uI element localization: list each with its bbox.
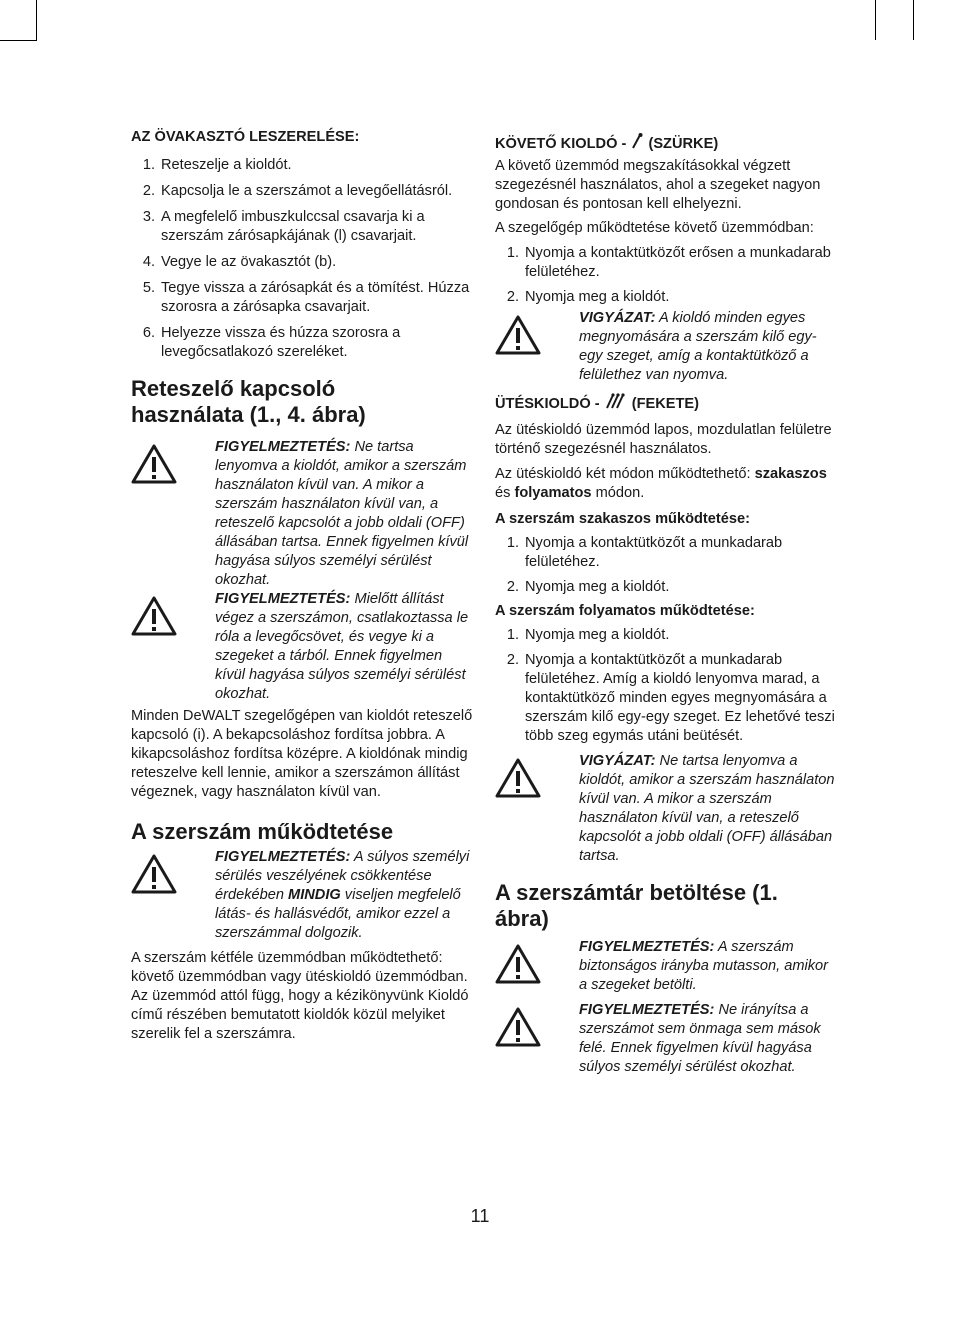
title-text: (FEKETE): [627, 396, 700, 412]
text: Az ütéskioldó két módon működtethető:: [495, 466, 755, 482]
list-number: 4.: [142, 254, 155, 270]
list-text: Kapcsolja le a szerszámot a levegőellátásról.: [161, 183, 453, 199]
list-text: Nyomja meg a kioldót.: [525, 289, 670, 305]
warning-triangle-icon: [131, 590, 215, 641]
list-text: Nyomja a kontaktütközőt a munkadarab felületéhez. Amíg a kioldó lenyomva marad, a kontaktütköző minden egyes megnyomására a szerszám kilő egy-egy szeget. Ez lehetővé teszi több szeg egymás utáni beütését.: [525, 652, 835, 744]
list-number: 2.: [506, 652, 519, 668]
list-text: Tegye vissza a zárósapkát és a tömítést. Húzza szorosra a zárósapka csavarjait.: [161, 280, 470, 315]
warning-label: FIGYELMEZTETÉS:: [215, 849, 351, 865]
warning-triangle-icon: [131, 438, 215, 489]
paragraph-modes: A szerszám kétféle üzemmódban működtethető: követő üzemmódban vagy ütéskioldó üzemmódban. Az üzemmód attól függ, hogy a kézikönyvünk Kioldó című részében bemutatott kioldók közül melyiket szerelik fel a szerszámra.: [131, 950, 469, 1042]
list-text: Nyomja meg a kioldót.: [525, 579, 670, 595]
warning-triangle-icon: [495, 938, 579, 989]
warning-triangle-icon: [495, 309, 579, 360]
section-title-belt-hook: AZ ÖVAKASZTÓ LESZERELÉSE:: [131, 129, 360, 145]
text-emphasis: folyamatos: [514, 485, 592, 501]
list-number: 1.: [506, 245, 519, 261]
list-text: Nyomja a kontaktütközőt erősen a munkadarab felületéhez.: [525, 245, 831, 280]
caution-label: VIGYÁZAT:: [579, 753, 656, 769]
list-item: [131, 156, 473, 175]
paragraph-bump-modes: [495, 465, 840, 503]
section-title-bump-trigger: [495, 392, 840, 414]
warning-text: viseljen megfelelő látás- és hallásvédőt, amikor ezzel a szerszámmal dolgozik.: [215, 887, 461, 941]
belt-hook-steps: [131, 156, 473, 362]
list-item: [495, 626, 840, 645]
warning-text: Ne irányítsa a szerszámot sem önmaga sem mások felé. Ennek figyelmen kívül hagyása súlyos személyi sérülést okozhat.: [579, 1002, 821, 1075]
warning-triangle-icon: [131, 848, 215, 899]
list-number: 2.: [506, 579, 519, 595]
list-item: [131, 324, 473, 362]
text-emphasis: szakaszos: [754, 466, 827, 482]
list-number: 1.: [506, 535, 519, 551]
list-item: [495, 288, 840, 307]
list-number: 2.: [142, 183, 155, 199]
warning-block-6: [495, 938, 840, 995]
right-column: [495, 122, 840, 1077]
bump-trigger-icon: [604, 396, 628, 412]
warning-text: A súlyos személyi sérülés veszélyének csökkentése érdekében: [215, 849, 470, 903]
list-number: 1.: [142, 157, 155, 173]
warning-label: FIGYELMEZTETÉS:: [579, 939, 715, 955]
warning-text: Ne tartsa lenyomva a kioldót, amikor a szerszám használaton kívül van. A mikor a szerszám használaton kívül van, a reteszelő kapcsolót a jobb oldali (OFF) állásában tartsa. Ennek figyelmen kívül hagyása súlyos személyi sérülést okozhat.: [215, 439, 469, 588]
list-text: Nyomja meg a kioldót.: [525, 627, 670, 643]
list-number: 3.: [142, 209, 155, 225]
list-item: [495, 578, 840, 597]
list-number: 1.: [506, 627, 519, 643]
heading-lock-switch: Reteszelő kapcsoló használata (1., 4. ábra): [131, 376, 366, 427]
warning-text: Mielőtt állítást végez a szerszámon, csatlakoztassa le róla a levegőcsövet, és vegye ki a szegeket a tárból. Ennek figyelmen kívül hagyása súlyos személyi sérülést okozhat.: [215, 591, 469, 702]
warning-label: FIGYELMEZTETÉS:: [215, 591, 351, 607]
list-number: 6.: [142, 325, 155, 341]
sequential-trigger-icon: [630, 136, 644, 152]
paragraph-sequential: A követő üzemmód megszakításokkal végzett szegezésnél használatos, ahol a szegeket nagyon gondosan és pontosan kell elhelyezni.: [495, 158, 821, 212]
list-text: A megfelelő imbuszkulccsal csavarja ki a szerszám zárósapkájának (l) csavarjait.: [161, 209, 425, 244]
sequential-steps: [495, 244, 840, 307]
page-number: 11: [470, 1206, 490, 1226]
caution-text: Ne tartsa lenyomva a kioldót, amikor a szerszám használaton kívül van. A mikor a szerszám használaton kívül van, a reteszelő kapcsolót a jobb oldali (OFF) állásában tartsa.: [579, 753, 835, 864]
title-text: ÜTÉSKIOLDÓ -: [495, 396, 604, 412]
title-text: KÖVETŐ KIOLDÓ -: [495, 136, 631, 152]
warning-label: FIGYELMEZTETÉS:: [579, 1002, 715, 1018]
warning-block-1: [131, 438, 473, 590]
left-column: [131, 122, 473, 1044]
crop-mark-top-right-outer: [913, 0, 914, 40]
warning-block-7: [495, 1001, 840, 1077]
list-item: [131, 279, 473, 317]
warning-block-2: [131, 590, 473, 704]
warning-triangle-icon: [495, 752, 579, 803]
continuous-steps: [495, 626, 840, 746]
list-item: [495, 244, 840, 282]
subheading-intermittent: A szerszám szakaszos működtetése:: [495, 511, 750, 527]
section-title-sequential-trigger: [495, 132, 840, 154]
list-number: 2.: [506, 289, 519, 305]
crop-mark-top-right-inner: [875, 0, 876, 40]
paragraph-lock-switch: Minden DeWALT szegelőgépen van kioldót reteszelő kapcsoló (i). A bekapcsoláshoz fordítsa jobbra. A kikapcsoláshoz fordítsa középre. A kioldónak mindig reteszelve kell lennie, amikor a szerszámon állítást végeznek, vagy használaton kívül van.: [131, 708, 473, 800]
list-text: Helyezze vissza és húzza szorosra a levegőcsatlakozó szereléket.: [161, 325, 401, 360]
title-text: (SZÜRKE): [644, 136, 719, 152]
text: módon.: [591, 485, 645, 501]
warning-triangle-icon: [495, 1001, 579, 1052]
warning-emphasis: MINDIG: [288, 887, 341, 903]
list-text: Nyomja a kontaktütközőt a munkadarab felületéhez.: [525, 535, 783, 570]
paragraph-bump: Az ütéskioldó üzemmód lapos, mozdulatlan felületre történő szegezésnél használatos.: [495, 422, 832, 457]
warning-block-3: [131, 848, 473, 943]
caution-block-2: [495, 752, 840, 866]
list-number: 5.: [142, 280, 155, 296]
list-text: Vegye le az övakasztót (b).: [161, 254, 337, 270]
crop-mark-top-left: [0, 0, 37, 41]
intermittent-steps: [495, 534, 840, 597]
list-item: [131, 182, 473, 201]
list-item: [131, 208, 473, 246]
paragraph-sequential-intro: A szegelőgép működtetése követő üzemmódban:: [495, 220, 814, 236]
heading-magazine-loading: A szerszámtár betöltése (1. ábra): [495, 880, 778, 931]
list-item: [495, 534, 840, 572]
caution-block-1: [495, 309, 840, 385]
list-item: [131, 253, 473, 272]
warning-label: FIGYELMEZTETÉS:: [215, 439, 351, 455]
list-text: Reteszelje a kioldót.: [161, 157, 292, 173]
list-item: [495, 651, 840, 746]
warning-text: A szerszám biztonságos irányba mutasson, amikor a szegeket betölti.: [579, 939, 829, 993]
caution-label: VIGYÁZAT:: [579, 310, 656, 326]
text: és: [495, 485, 515, 501]
subheading-continuous: A szerszám folyamatos működtetése:: [495, 603, 755, 619]
heading-tool-operation: A szerszám működtetése: [131, 819, 394, 844]
caution-text: A kioldó minden egyes megnyomására a szerszám kilő egy-egy szeget, amíg a kontaktütköző a felülethez van nyomva.: [579, 310, 817, 383]
